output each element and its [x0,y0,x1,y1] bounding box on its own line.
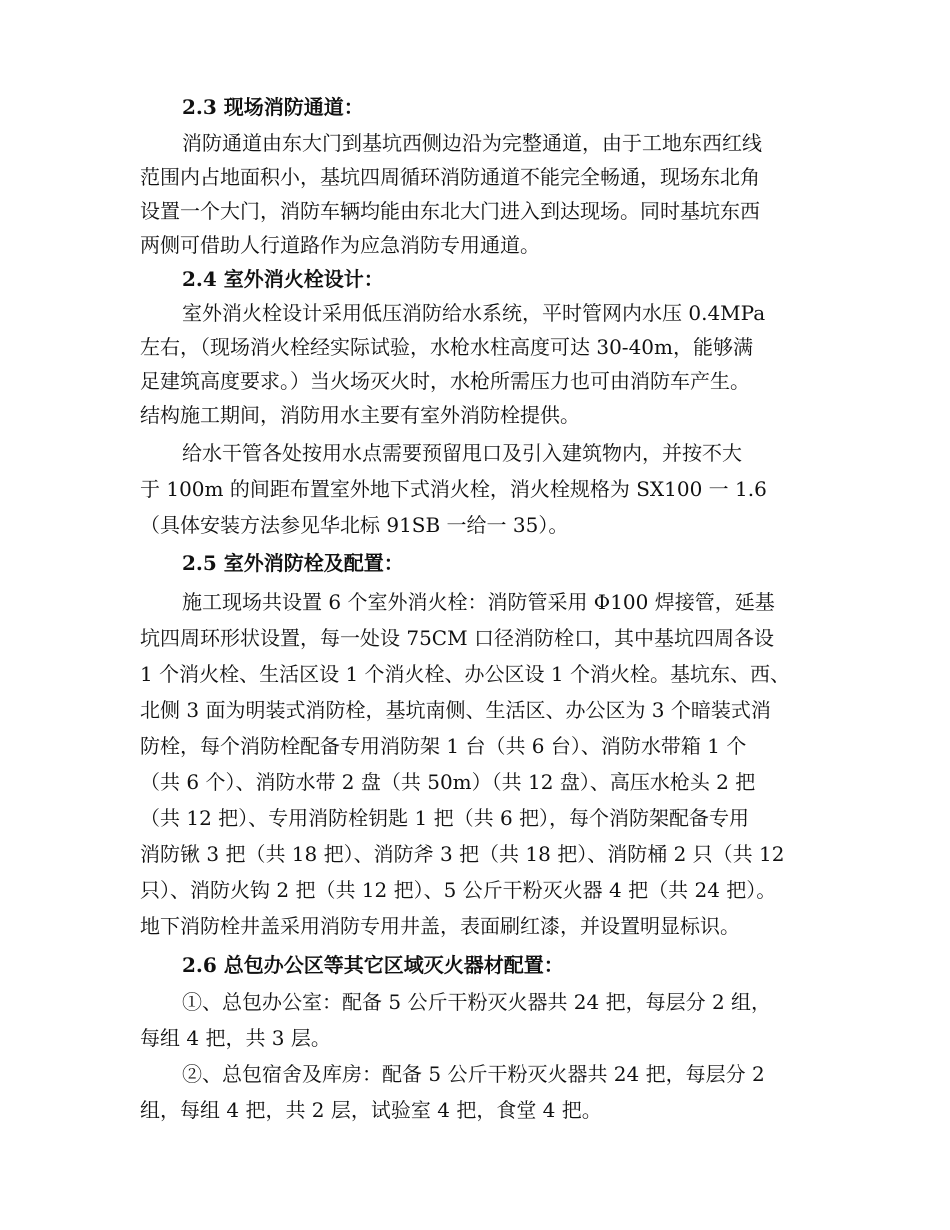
paragraph-line: 消防锹 3 把（共 18 把）、消防斧 3 把（共 18 把）、消防桶 2 只（共 12 [140,842,785,866]
paragraph-line: ②、总包宿舍及库房：配备 5 公斤干粉灭火器共 24 把，每层分 2 [182,1062,765,1086]
paragraph-line: 北侧 3 面为明装式消防栓，基坑南侧、生活区、办公区为 3 个暗装式消 [140,698,771,722]
paragraph-line: 1 个消火栓、生活区设 1 个消火栓、办公区设 1 个消火栓。基坑东、西、 [140,662,790,686]
paragraph-line: 范围内占地面积小，基坑四周循环消防通道不能完全畅通，现场东北角 [140,165,760,189]
paragraph-line: 坑四周环形状设置，每一处设 75CM 口径消防栓口，其中基坑四周各设 [140,626,774,650]
paragraph-line: 设置一个大门，消防车辆均能由东北大门进入到达现场。同时基坑东西 [140,199,760,223]
paragraph-line: 组，每组 4 把，共 2 层，试验室 4 把，食堂 4 把。 [140,1098,602,1122]
paragraph-line: （具体安装方法参见华北标 91SB 一给一 35）。 [140,513,569,537]
paragraph-line: 消防通道由东大门到基坑西侧边沿为完整通道，由于工地东西红线 [182,131,762,155]
paragraph-line: 给水干管各处按用水点需要预留甩口及引入建筑物内，并按不大 [182,441,742,465]
section-heading-2-5: 2.5 室外消防栓及配置： [182,551,404,575]
paragraph-line: 左右，（现场消火栓经实际试验，水枪水柱高度可达 30-40m，能够满 [140,335,753,359]
paragraph-line: （共 12 把）、专用消防栓钥匙 1 把（共 6 把），每个消防架配备专用 [140,806,750,830]
paragraph-line: 室外消火栓设计采用低压消防给水系统，平时管网内水压 0.4MPa [182,301,766,325]
paragraph-line: 只）、消防火钩 2 把（共 12 把）、5 公斤干粉灭火器 4 把（共 24 把）。 [140,878,777,902]
section-heading-2-3: 2.3 现场消防通道： [182,95,364,119]
paragraph-line: 足建筑高度要求。）当火场灭火时，水枪所需压力也可由消防车产生。 [140,369,750,393]
paragraph-line: （共 6 个）、消防水带 2 盘（共 50m）（共 12 盘）、高压水枪头 2 把 [140,770,756,794]
paragraph-line: 施工现场共设置 6 个室外消火栓：消防管采用 Φ100 焊接管，延基 [182,590,775,614]
paragraph-line: 地下消防栓井盖采用消防专用井盖，表面刷红漆，并设置明显标识。 [140,914,740,938]
paragraph-line: 于 100m 的间距布置室外地下式消火栓，消火栓规格为 SX100 一 1.6 [140,477,767,501]
paragraph-line: 结构施工期间，消防用水主要有室外消防栓提供。 [140,403,580,427]
section-heading-2-6: 2.6 总包办公区等其它区域灭火器材配置： [182,953,564,977]
paragraph-line: 每组 4 把，共 3 层。 [140,1026,331,1050]
paragraph-line: 防栓，每个消防栓配备专用消防架 1 台（共 6 台）、消防水带箱 1 个 [140,734,747,758]
section-heading-2-4: 2.4 室外消火栓设计： [182,267,384,291]
paragraph-line: 两侧可借助人行道路作为应急消防专用通道。 [140,233,540,257]
paragraph-line: ①、总包办公室：配备 5 公斤干粉灭火器共 24 把，每层分 2 组， [182,990,772,1014]
